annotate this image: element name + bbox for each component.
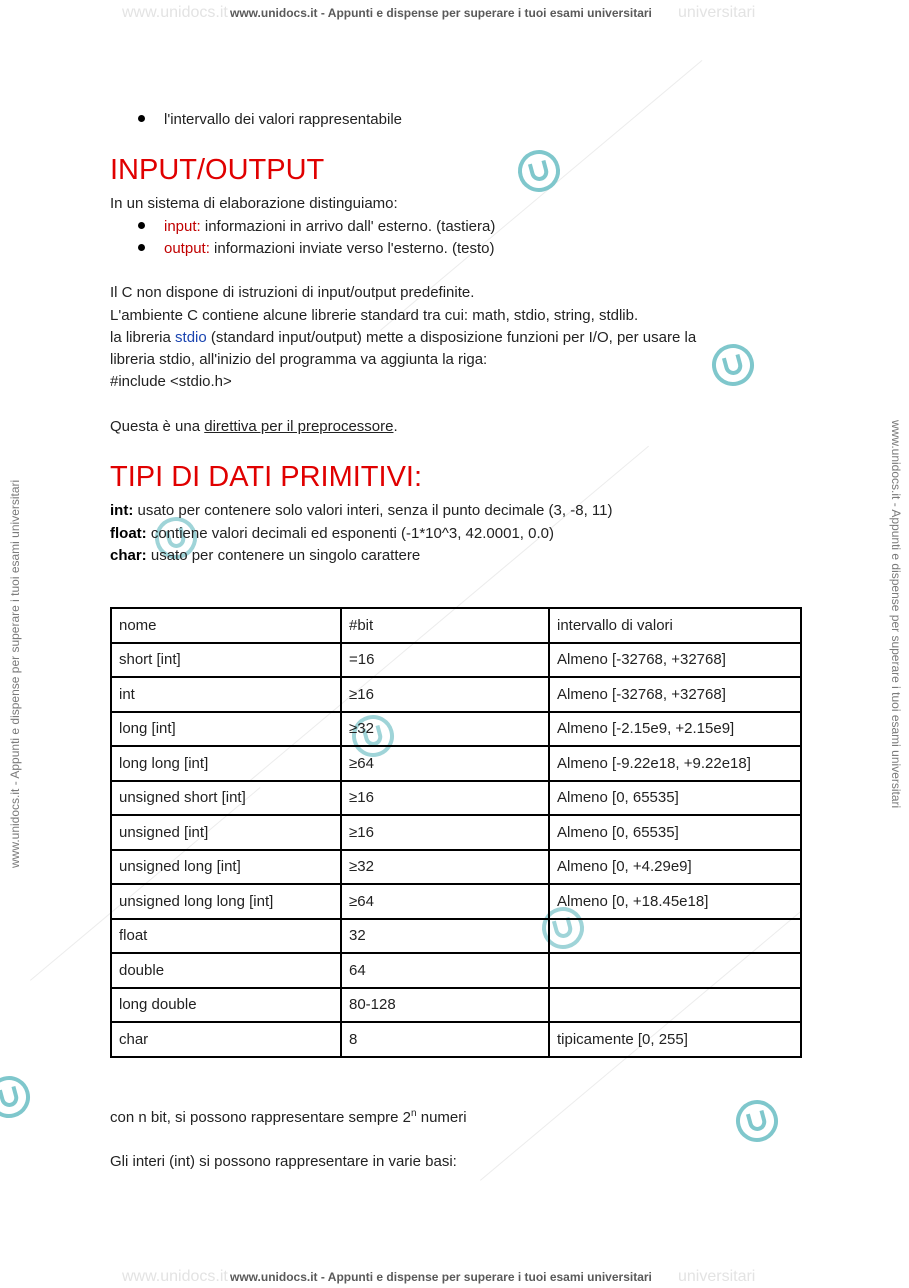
paragraph: Gli interi (int) si possono rappresentare in varie basi:: [110, 1153, 457, 1170]
definition-line: [110, 547, 420, 564]
paragraph: Il C non dispone di istruzioni di input/output predefinite.: [110, 284, 475, 301]
table-cell: short [int]: [111, 643, 341, 678]
table-header-row: [111, 608, 801, 643]
table-cell: =16: [341, 643, 549, 678]
watermark-ghost-text: www.unidocs.it: [122, 4, 228, 21]
watermark-ghost-text: www.unidocs.it: [122, 1268, 228, 1285]
text-span: .: [393, 418, 398, 435]
table-cell: unsigned short [int]: [111, 781, 341, 816]
table-cell: ≥16: [341, 677, 549, 712]
paragraph: [110, 1108, 467, 1126]
table-cell: Almeno [-32768, +32768]: [549, 643, 801, 678]
text-span: Questa è una: [110, 418, 205, 435]
definition-text: usato per contenere un singolo carattere: [146, 547, 421, 564]
table-cell: int: [111, 677, 341, 712]
watermark-header-text: www.unidocs.it - Appunti e dispense per superare i tuoi esami universitari: [230, 6, 652, 20]
definition-term: char:: [110, 547, 147, 564]
table-cell: long [int]: [111, 712, 341, 747]
code-line: #include <stdio.h>: [110, 373, 232, 390]
table-cell: ≥32: [341, 850, 549, 885]
paragraph: L'ambiente C contiene alcune librerie standard tra cui: math, stdio, string, stdlib.: [110, 307, 639, 324]
table-cell: long double: [111, 988, 341, 1023]
table-cell: unsigned long [int]: [111, 850, 341, 885]
watermark-footer-text: www.unidocs.it - Appunti e dispense per superare i tuoi esami universitari: [230, 1270, 652, 1284]
paragraph: In un sistema di elaborazione distinguiamo:: [110, 195, 398, 212]
keyword-output: output:: [164, 240, 210, 257]
table-row: [111, 1022, 801, 1057]
watermark-header: [0, 2, 909, 24]
bullet-icon: [138, 244, 145, 251]
watermark-ghost-text: universitari: [678, 4, 756, 21]
unidocs-logo-icon: [0, 1074, 32, 1120]
table-cell: 64: [341, 953, 549, 988]
table-row: [111, 712, 801, 747]
text-span: con n bit, si possono rappresentare sempre 2: [110, 1109, 412, 1126]
table-row: [111, 815, 801, 850]
bullet-icon: [138, 115, 145, 122]
watermark-side-right: www.unidocs.it - Appunti e dispense per superare i tuoi esami universitari: [889, 420, 903, 809]
table-cell: ≥32: [341, 712, 549, 747]
definition-text: contiene valori decimali ed esponenti (-1*10^3, 42.0001, 0.0): [146, 525, 554, 542]
definition-line: [110, 525, 554, 542]
keyword-input: input:: [164, 218, 201, 235]
table-cell: Almeno [0, +4.29e9]: [549, 850, 801, 885]
unidocs-logo-icon: [710, 342, 756, 388]
table-cell: [549, 988, 801, 1023]
paragraph: libreria stdio, all'inizio del programma va aggiunta la riga:: [110, 351, 488, 368]
table-cell: Almeno [0, 65535]: [549, 781, 801, 816]
table-header-cell: intervallo di valori: [549, 608, 801, 643]
table-cell: ≥16: [341, 781, 549, 816]
table-cell: Almeno [-9.22e18, +9.22e18]: [549, 746, 801, 781]
table-row: [111, 781, 801, 816]
list-item: [138, 218, 495, 235]
table-cell: ≥64: [341, 746, 549, 781]
table-header-cell: nome: [111, 608, 341, 643]
table-row: [111, 884, 801, 919]
list-item: [138, 240, 495, 257]
unidocs-logo-icon: [734, 1098, 780, 1144]
watermark-footer: [0, 1266, 909, 1288]
section-heading-types: TIPI DI DATI PRIMITIVI:: [110, 461, 423, 493]
list-item-text: l'intervallo dei valori rappresentabile: [164, 111, 402, 128]
table-cell: tipicamente [0, 255]: [549, 1022, 801, 1057]
unidocs-logo-icon: [516, 148, 562, 194]
table-cell: 80-128: [341, 988, 549, 1023]
text-span: la libreria: [110, 329, 176, 346]
table-cell: unsigned [int]: [111, 815, 341, 850]
table-cell: char: [111, 1022, 341, 1057]
table-cell: Almeno [-2.15e9, +2.15e9]: [549, 712, 801, 747]
table-row: [111, 953, 801, 988]
definition-text: usato per contenere solo valori interi, senza il punto decimale (3, -8, 11): [133, 502, 613, 519]
table-cell: Almeno [0, 65535]: [549, 815, 801, 850]
stdio-keyword: stdio: [175, 329, 207, 346]
text-span: numeri: [416, 1109, 467, 1126]
table-cell: ≥16: [341, 815, 549, 850]
table-cell: [549, 953, 801, 988]
table-cell: double: [111, 953, 341, 988]
table-row: [111, 919, 801, 954]
table-row: [111, 850, 801, 885]
superscript: n: [411, 1108, 417, 1119]
section-heading-io: INPUT/OUTPUT: [110, 154, 325, 186]
bullet-icon: [138, 222, 145, 229]
directive-link: direttiva per il preprocessore: [204, 418, 394, 435]
table-row: [111, 988, 801, 1023]
table-cell: 32: [341, 919, 549, 954]
table-cell: unsigned long long [int]: [111, 884, 341, 919]
table-cell: [549, 919, 801, 954]
list-item-text: informazioni in arrivo dall' esterno. (tastiera): [200, 218, 496, 235]
table-row: [111, 677, 801, 712]
table-row: [111, 746, 801, 781]
table-cell: Almeno [-32768, +32768]: [549, 677, 801, 712]
paragraph: [110, 418, 398, 435]
text-span: (standard input/output) mette a disposizione funzioni per I/O, per usare la: [206, 329, 697, 346]
definition-term: float:: [110, 525, 147, 542]
watermark-ghost-text: universitari: [678, 1268, 756, 1285]
definition-line: [110, 502, 612, 519]
table-cell: ≥64: [341, 884, 549, 919]
table-cell: 8: [341, 1022, 549, 1057]
list-item: [138, 111, 402, 128]
table-header-cell: #bit: [341, 608, 549, 643]
table-cell: float: [111, 919, 341, 954]
paragraph: [110, 329, 696, 346]
table-cell: long long [int]: [111, 746, 341, 781]
watermark-side-left: www.unidocs.it - Appunti e dispense per superare i tuoi esami universitari: [8, 479, 22, 868]
table-row: [111, 643, 801, 678]
data-types-table: [110, 607, 802, 1058]
definition-term: int:: [110, 502, 134, 519]
list-item-text: informazioni inviate verso l'esterno. (testo): [209, 240, 495, 257]
table-cell: Almeno [0, +18.45e18]: [549, 884, 801, 919]
